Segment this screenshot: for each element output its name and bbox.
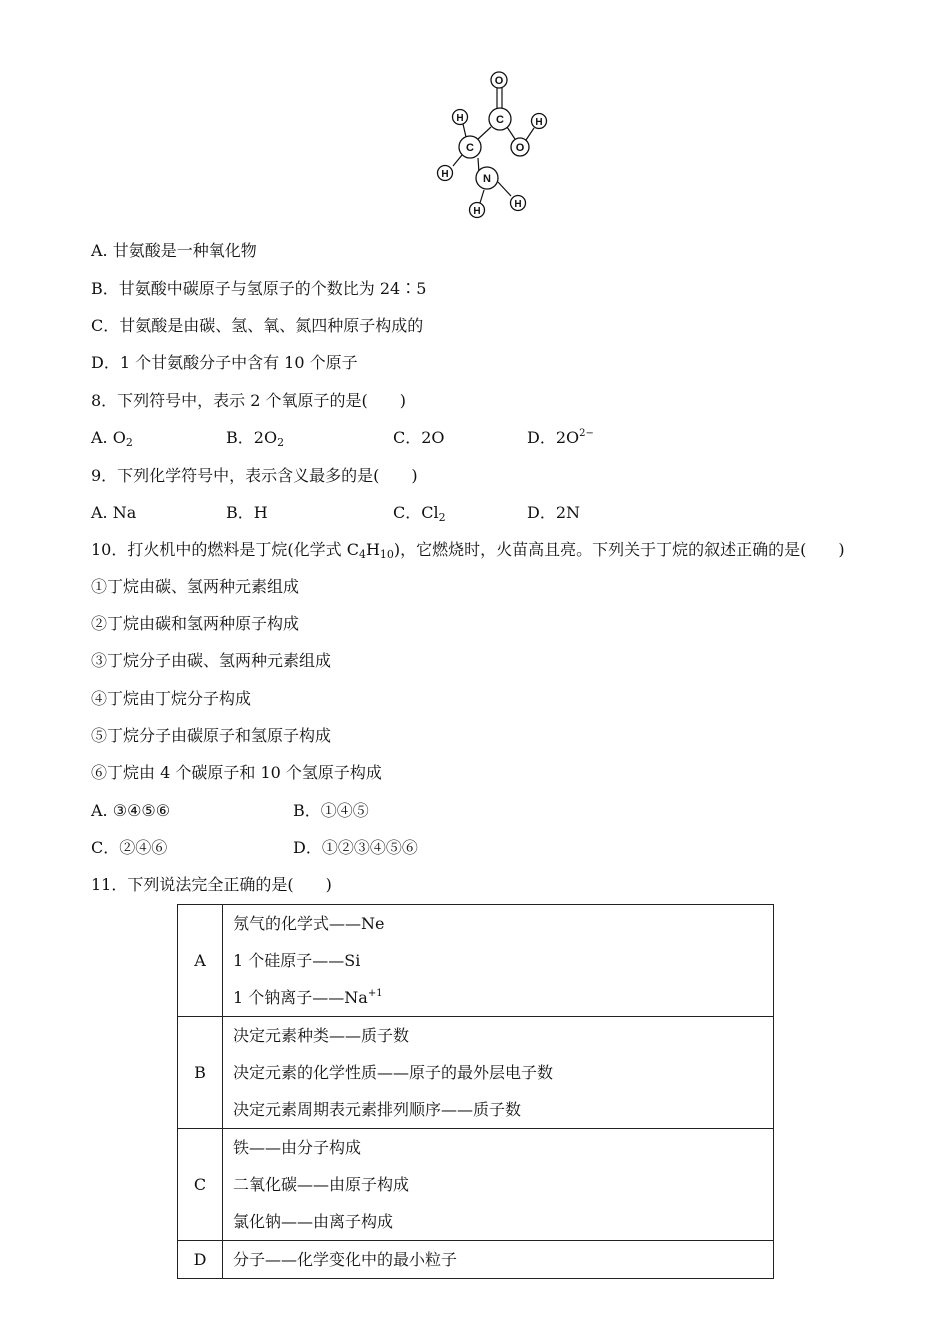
q10-statement: ③丁烷分子由碳、氢两种元素组成	[91, 651, 332, 670]
q10-option-a: A. ③④⑤⑥	[91, 801, 171, 820]
nitrogen-atom: N	[483, 173, 491, 185]
q10-stem: 10．打火机中的燃料是丁烷(化学式 $C_4H_{10}$)，它燃烧时，火苗高且亮。下列关于丁烷的叙述正确的是( )	[91, 540, 845, 561]
q10-statement: ②丁烷由碳和氢两种原子构成	[91, 614, 300, 633]
q7-option-a: A. 甘氨酸是一种氧化物	[91, 241, 257, 260]
q9-option-c: C．$Cl_2$	[393, 503, 446, 524]
table-row	[178, 1017, 774, 1129]
hydrogen-atom: H	[441, 169, 449, 180]
q10-statement: ⑤丁烷分子由碳原子和氢原子构成	[91, 726, 332, 745]
table-row	[178, 1129, 774, 1241]
row-key: B	[178, 1017, 223, 1129]
row-content: 决定元素种类——质子数 决定元素的化学性质——原子的最外层电子数 决定元素周期表元素排列顺序——质子数	[223, 1017, 774, 1129]
oxygen-atom: O	[515, 142, 525, 154]
row-content: 氖气的化学式——Ne 1 个硅原子——Si 1 个钠离子$——Na^{+1}$	[223, 905, 774, 1017]
table-row	[178, 1241, 774, 1279]
q7-option-c: C．甘氨酸是由碳、氢、氧、氮四种原子构成的	[91, 316, 424, 335]
q8-option-d: D．$2O^{2-}$	[527, 428, 594, 447]
q10-option-d: D．①②③④⑤⑥	[293, 838, 418, 857]
hydrogen-atom: H	[473, 206, 481, 217]
q8-option-a: A. $O_2$	[91, 428, 133, 449]
row-content: 分子——化学变化中的最小粒子	[223, 1241, 774, 1279]
q9-option-d: D．2N	[527, 503, 581, 522]
q11-stem: 11．下列说法完全正确的是( )	[91, 875, 332, 894]
q8-stem: 8．下列符号中，表示 2 个氧原子的是( )	[91, 391, 407, 410]
carbon-atom: C	[496, 114, 504, 126]
q10-option-b: B．①④⑤	[293, 801, 369, 820]
hydrogen-atom: H	[456, 113, 464, 124]
carbon-atom: C	[466, 142, 474, 154]
q8-option-c: C．2O	[393, 428, 445, 447]
row-content: 铁——由分子构成 二氧化碳——由原子构成 氯化钠——由离子构成	[223, 1129, 774, 1241]
row-key: C	[178, 1129, 223, 1241]
hydrogen-atom: H	[514, 199, 522, 210]
q10-statement: ①丁烷由碳、氢两种元素组成	[91, 577, 300, 596]
q11-options-table	[177, 904, 774, 1279]
table-row	[178, 905, 774, 1017]
q9-option-b: B．H	[226, 503, 268, 522]
q10-statement: ⑥丁烷由 4 个碳原子和 10 个氢原子构成	[91, 763, 382, 782]
q8-option-b: B．$2O_2$	[226, 428, 285, 449]
q10-statement: ④丁烷由丁烷分子构成	[91, 689, 252, 708]
q9-option-a: A. Na	[91, 503, 137, 522]
q9-stem: 9．下列化学符号中，表示含义最多的是( )	[91, 466, 418, 485]
hydrogen-atom: H	[535, 117, 543, 128]
glycine-molecule-diagram	[420, 60, 560, 230]
row-key: A	[178, 905, 223, 1017]
q7-option-b: B．甘氨酸中碳原子与氢原子的个数比为 24∶5	[91, 279, 427, 298]
q7-option-d: D．1 个甘氨酸分子中含有 10 个原子	[91, 353, 358, 372]
oxygen-atom: O	[494, 75, 504, 87]
q10-option-c: C．②④⑥	[91, 838, 168, 857]
row-key: D	[178, 1241, 223, 1279]
